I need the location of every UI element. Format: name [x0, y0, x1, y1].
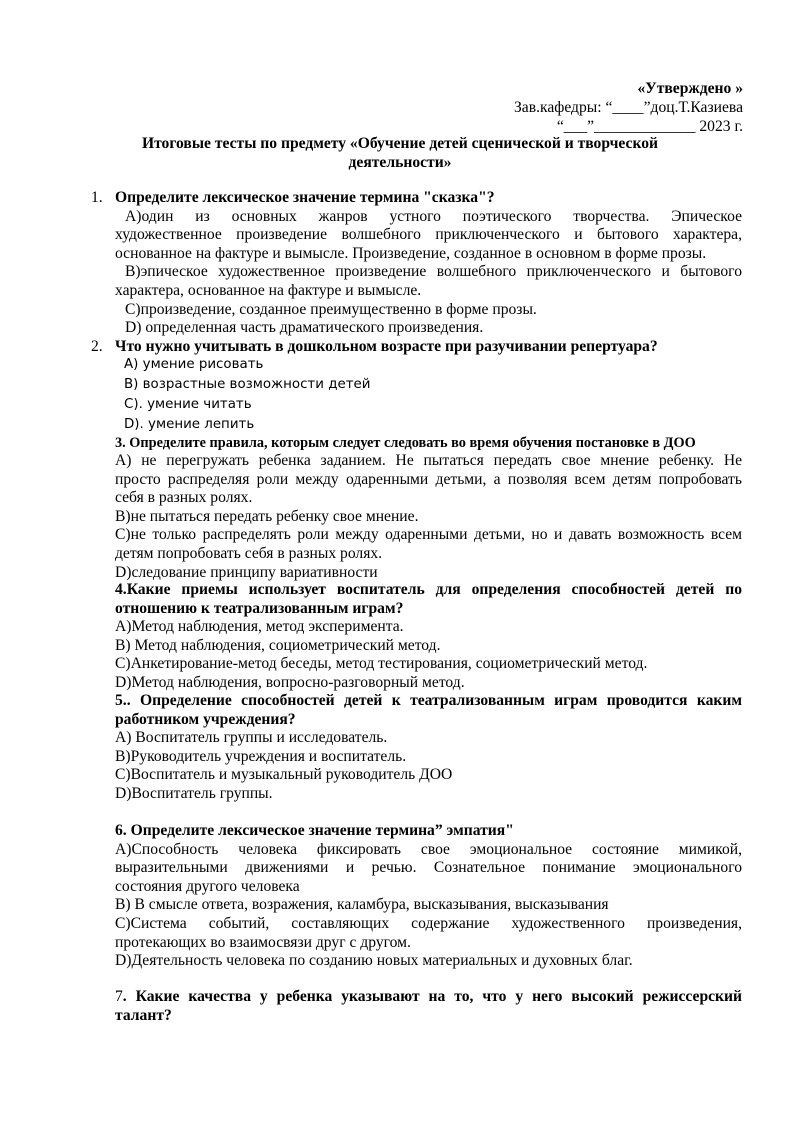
question-5-text-line-1: 5.. Определение способностей детей к театрализованным играм проводится каким: [115, 692, 742, 709]
question-4-text-line-1: 4.Какие приемы использует воспитатель для определения способностей детей по: [115, 581, 742, 598]
question-3-option-a-line-3: себя в разных ролях.: [115, 489, 253, 507]
question-2-option-c: С). умение читать: [124, 397, 252, 412]
question-6: [115, 822, 742, 971]
title-line-2: деятельности»: [348, 153, 452, 171]
question-2-text: Что нужно учитывать в дошкольном возрасте при разучивании репертуара?: [115, 338, 658, 355]
question-6-option-b: В) В смысле ответа, возражения, каламбура, высказывания, высказывания: [115, 896, 609, 914]
question-6-option-a-line-3: состояния другого человека: [115, 877, 300, 895]
head-of-department-line: Зав.кафедры: “____”доц.Т.Казиева: [513, 99, 743, 116]
question-6-option-a-line-1: А)Способность человека фиксировать свое эмоциональное состояние мимикой,: [115, 840, 742, 858]
question-1-option-b-line-1: В)эпическое художественное произведение волшебного приключенческого и бытового: [125, 263, 742, 281]
question-4-option-a: А)Метод наблюдения, метод эксперимента.: [115, 618, 404, 636]
question-1-text: Определите лексическое значение термина "сказка"?: [115, 189, 495, 206]
question-7-text-rest: . Какие качества у ребенка указывают на то, что у него высокий режиссерский: [122, 988, 742, 1005]
question-5-option-b: В)Руководитель учреждения и воспитатель.: [115, 747, 407, 765]
question-1-option-d: D) определенная часть драматического произведения.: [125, 319, 484, 337]
question-3-option-c-line-1: С)не только распределять роли между одаренными детьми, но и давать возможность всем: [115, 526, 742, 544]
question-1: [115, 189, 742, 338]
question-6-text: 6. Определите лексическое значение термина” эмпатия": [115, 822, 514, 839]
question-6-option-a-line-2: выразительными движениями и речью. Сознательное понимание эмоционального: [115, 859, 742, 877]
question-4-text-line-2: отношению к театрализованным играм?: [115, 599, 404, 617]
question-1-option-a-line-3: основанное на фактуре и вымысле. Произведение, созданное в основном в форме прозы.: [115, 244, 707, 262]
date-line: “___”_____________ 2023 г.: [556, 118, 743, 135]
question-5-option-a: А) Воспитатель группы и исследователь.: [115, 729, 388, 747]
question-7-text-line-1: [115, 988, 742, 1007]
question-4-option-b: В) Метод наблюдения, социометрический метод.: [115, 636, 441, 654]
question-7-text-line-2: талант?: [115, 1006, 172, 1024]
question-2-option-a: А) умение рисовать: [124, 357, 264, 372]
approved-label: «Утверждено »: [637, 80, 743, 97]
question-2-option-d: D). умение лепить: [124, 417, 255, 432]
question-6-option-c-line-1: С)Система событий, составляющих содержание художественного произведения,: [115, 914, 742, 932]
question-7-number: 7: [115, 988, 123, 1005]
question-1-number: 1.: [91, 189, 103, 206]
question-1-option-a-line-2: художественное произведение волшебного приключенческого и бытового характера,: [115, 226, 742, 244]
question-6-option-d: D)Деятельность человека по созданию новых материальных и духовных благ.: [115, 952, 633, 970]
question-5-option-d: D)Воспитатель группы.: [115, 784, 273, 802]
question-3: [115, 434, 742, 453]
question-3-option-a-line-1: А) не перегружать ребенка заданием. Не пытаться передать свое мнение ребенку. Не: [115, 452, 742, 469]
question-3-text: 3. Определите правила, которым следует следовать во время обучения постановке в ДОО: [115, 435, 696, 451]
question-3-options: [115, 452, 742, 582]
question-1-option-b-line-2: характера, основанное на фактуре и вымысле.: [115, 281, 422, 299]
question-2-number: 2.: [91, 338, 103, 355]
question-5: [115, 692, 742, 804]
question-5-text-line-2: работником учреждения?: [115, 710, 296, 728]
question-3-option-c-line-2: детям попробовать себя в разных ролях.: [115, 544, 383, 562]
question-6-option-c-line-2: протекающих во взаимосвязи друг с другом.: [115, 933, 411, 951]
question-4: [115, 581, 742, 693]
question-2-option-b: В) возрастные возможности детей: [124, 377, 371, 392]
document-title: [100, 135, 700, 172]
question-3-option-a-line-2: просто распределяя роли между одаренными детьми, а позволяя всем детям попробовать: [115, 470, 742, 488]
question-7: [115, 988, 742, 1025]
question-3-option-d: D)следование принципу вариативности: [115, 563, 378, 581]
question-3-option-b: В)не пытаться передать ребенку свое мнение.: [115, 507, 419, 525]
question-4-option-c: С)Анкетирование-метод беседы, метод тестирования, социометрический метод.: [115, 655, 648, 673]
question-2-options: [124, 355, 751, 435]
question-5-option-c: С)Воспитатель и музыкальный руководитель ДОО: [115, 766, 453, 784]
question-1-option-a-line-1: А)один из основных жанров устного поэтического творчества. Эпическое: [125, 207, 742, 225]
question-1-option-c: С)произведение, созданное преимущественно в форме прозы.: [125, 300, 537, 318]
title-line-1: Итоговые тесты по предмету «Обучение детей сценической и творческой: [141, 135, 659, 152]
question-4-option-d: D)Метод наблюдения, вопросно-разговорный метод.: [115, 673, 465, 691]
